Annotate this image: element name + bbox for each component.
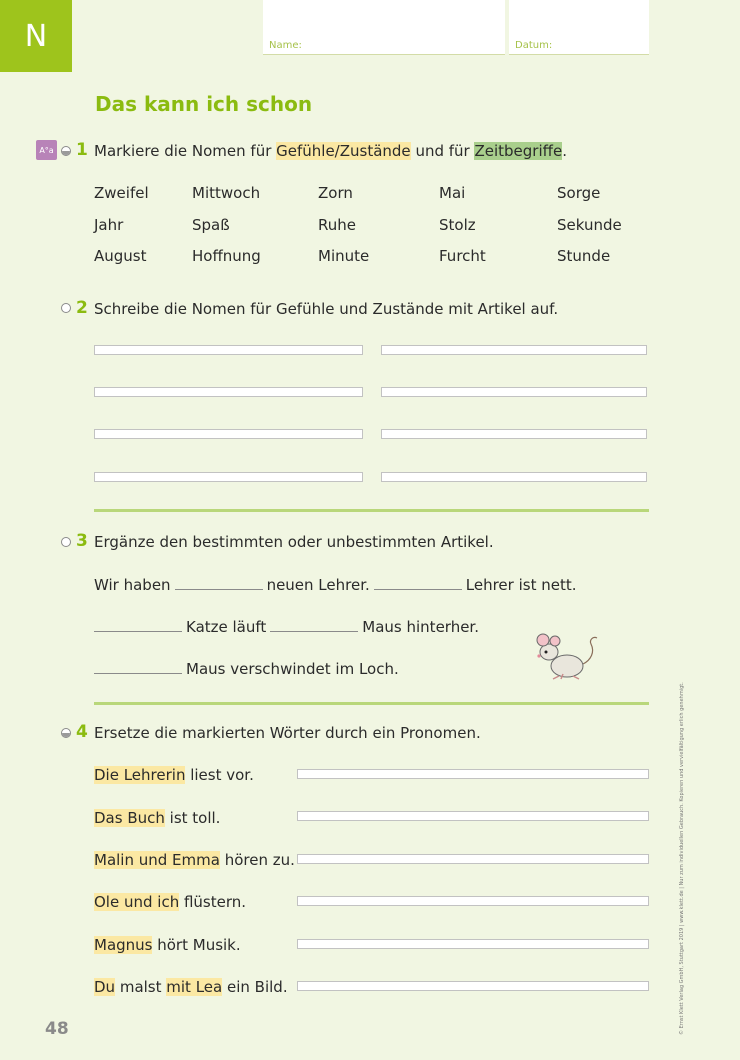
word[interactable]: Zorn [318,184,353,202]
marked-words: Ole und ich [94,893,180,911]
task4-sentence-4 [94,893,246,911]
marked-words: mit Lea [166,978,223,996]
marked-words: Das Buch [94,809,165,827]
task4-sentence-1 [94,766,254,784]
mouse-illustration-icon [533,628,603,682]
answer-line[interactable] [381,472,647,482]
sentence-text: ein Bild. [222,978,288,996]
task4-instruction: Ersetze die markierten Wörter durch ein Pronomen. [94,724,481,742]
word[interactable]: August [94,247,147,265]
sentence-text: Katze läuft [186,618,267,636]
word[interactable]: Hoffnung [192,247,261,265]
word[interactable]: Ruhe [318,216,356,234]
word[interactable]: Sorge [557,184,601,202]
blank-field[interactable] [94,630,182,632]
answer-line[interactable] [297,811,649,821]
section-divider [94,509,649,512]
task3-sentence-3 [90,660,399,678]
answer-line[interactable] [297,939,649,949]
task2-instruction: Schreibe die Nomen für Gefühle und Zustände mit Artikel auf. [94,300,559,318]
blank-field[interactable] [374,588,462,590]
answer-line[interactable] [381,387,647,397]
task3-sentence-1 [94,576,577,594]
task1-instr-post: . [562,142,567,160]
chapter-letter: N [24,18,48,54]
task1-instruction [94,142,567,160]
name-label: Name: [269,40,302,51]
blank-field[interactable] [270,630,358,632]
answer-line[interactable] [94,472,363,482]
task1-number: 1 [76,140,88,160]
sentence-text: malst [115,978,167,996]
page-title: Das kann ich schon [95,92,313,116]
sentence-text: flüstern. [179,893,247,911]
task1-instr-highlight-feelings: Gefühle/Zustände [276,142,411,160]
chapter-tab [0,0,72,72]
copyright-notice: © Ernst Klett Verlag GmbH, Stuttgart 2019 | www.klett.de | Nur zum individuellen Gebrauch. Kopieren und vervielfältigung erlich genehmigt. [679,682,685,1035]
sentence-text: liest vor. [185,766,254,784]
task4-sentence-2 [94,809,220,827]
word[interactable]: Mittwoch [192,184,261,202]
sentence-text: hören zu. [219,851,295,869]
word[interactable]: Zweifel [94,184,149,202]
word[interactable]: Mai [439,184,466,202]
task1-instr-pre: Markiere die Nomen für [94,142,277,160]
difficulty-half-icon [61,728,71,738]
difficulty-easy-icon [61,537,71,547]
answer-line[interactable] [94,429,363,439]
answer-line[interactable] [297,854,649,864]
word[interactable]: Sekunde [557,216,622,234]
task3-instruction: Ergänze den bestimmten oder unbestimmten Artikel. [94,533,494,551]
task2-number: 2 [76,298,88,318]
section-divider [94,702,649,705]
task3-sentence-2 [90,618,479,636]
answer-line[interactable] [297,896,649,906]
task4-number: 4 [76,722,88,742]
answer-line[interactable] [381,429,647,439]
abc-icon: A°a [36,140,57,160]
task1-instr-mid: und für [410,142,475,160]
sentence-text: Maus hinterher. [362,618,479,636]
blank-field[interactable] [94,672,182,674]
sentence-text: neuen Lehrer. [266,576,370,594]
word[interactable]: Minute [318,247,370,265]
word[interactable]: Jahr [94,216,124,234]
answer-line[interactable] [381,345,647,355]
answer-line[interactable] [297,981,649,991]
word[interactable]: Spaß [192,216,230,234]
task3-number: 3 [76,531,88,551]
date-label: Datum: [515,40,553,51]
sentence-text: Maus verschwindet im Loch. [186,660,399,678]
sentence-text: Lehrer ist nett. [465,576,577,594]
sentence-text: hört Musik. [152,936,241,954]
difficulty-easy-icon [61,303,71,313]
task4-sentence-6 [94,978,288,996]
task4-sentence-3 [94,851,295,869]
answer-line[interactable] [94,345,363,355]
answer-line[interactable] [94,387,363,397]
task1-instr-highlight-time: Zeitbegriffe [474,142,563,160]
task4-sentence-5 [94,936,241,954]
marked-words: Du [94,978,116,996]
name-field[interactable] [263,0,505,55]
sentence-text: ist toll. [164,809,221,827]
word[interactable]: Stunde [557,247,611,265]
word[interactable]: Furcht [439,247,486,265]
word[interactable]: Stolz [439,216,476,234]
marked-words: Magnus [94,936,153,954]
answer-line[interactable] [297,769,649,779]
page-number: 48 [45,1019,69,1039]
marked-words: Malin und Emma [94,851,220,869]
marked-words: Die Lehrerin [94,766,186,784]
blank-field[interactable] [175,588,263,590]
difficulty-half-icon [61,146,71,156]
date-field[interactable] [509,0,649,55]
sentence-text: Wir haben [94,576,171,594]
